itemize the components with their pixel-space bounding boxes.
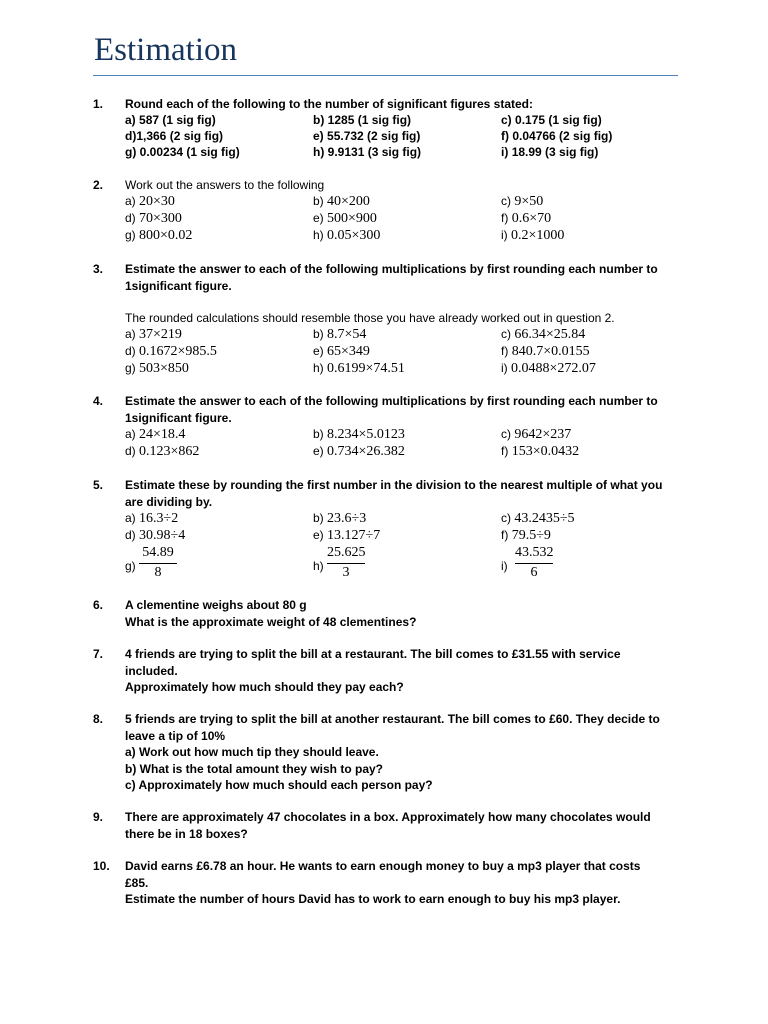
q1-item-f: f) 0.04766 (2 sig fig) bbox=[501, 129, 613, 143]
q4-item-e: e) 0.734×26.382 bbox=[313, 444, 405, 459]
numerator: 54.89 bbox=[142, 545, 174, 560]
q2-item-e: e) 500×900 bbox=[313, 211, 377, 226]
q2-item-i: i) 0.2×1000 bbox=[501, 228, 565, 243]
q1-item-b: b) 1285 (1 sig fig) bbox=[313, 113, 412, 127]
q3-item-e: e) 65×349 bbox=[313, 344, 370, 359]
denominator: 6 bbox=[530, 565, 538, 580]
q2-item-f: f) 0.6×70 bbox=[501, 211, 552, 226]
question-number: 9. bbox=[93, 810, 104, 824]
q3-item-g: g) 503×850 bbox=[125, 361, 189, 376]
q2-item-d: d) 70×300 bbox=[125, 211, 182, 226]
q4-item-a: a) 24×18.4 bbox=[125, 427, 186, 442]
q2-item-a: a) 20×30 bbox=[125, 194, 175, 209]
question-text: A clementine weighs about 80 g What is the approximate weight of 48 clementines? bbox=[125, 598, 417, 629]
page-title: Estimation bbox=[94, 32, 237, 68]
fraction-bar bbox=[327, 563, 365, 564]
question-text: 5 friends are trying to split the bill at another restaurant. The bill comes to £60. They decide to leave a tip of 10% a) Work out how much tip they should leave. b) What is the total amount they wish to pay? c) Approximately how much should each person pay? bbox=[125, 712, 660, 792]
q3-item-h: h) 0.6199×74.51 bbox=[313, 361, 405, 376]
question-text: 4 friends are trying to split the bill at a restaurant. The bill comes to £31.55 with service included. Approximately how much should they pay each? bbox=[125, 647, 621, 694]
q5-item-a: a) 16.3÷2 bbox=[125, 511, 179, 526]
q5-item-e: e) 13.127÷7 bbox=[313, 528, 381, 543]
question-number: 1. bbox=[93, 97, 104, 111]
q3-item-a: a) 37×219 bbox=[125, 327, 182, 342]
question-number: 7. bbox=[93, 647, 104, 661]
q5-item-f: f) 79.5÷9 bbox=[501, 528, 551, 543]
q4-item-f: f) 153×0.0432 bbox=[501, 444, 580, 459]
q1-item-h: h) 9.9131 (3 sig fig) bbox=[313, 145, 422, 159]
q1-item-i: i) 18.99 (3 sig fig) bbox=[501, 145, 599, 159]
numerator: 43.532 bbox=[515, 545, 554, 560]
q1-item-a: a) 587 (1 sig fig) bbox=[125, 113, 216, 127]
denominator: 8 bbox=[154, 565, 162, 580]
q2-item-b: b) 40×200 bbox=[313, 194, 370, 209]
question-text: Work out the answers to the following bbox=[125, 178, 325, 192]
q3-item-d: d) 0.1672×985.5 bbox=[125, 344, 217, 359]
q4-item-c: c) 9642×237 bbox=[501, 427, 572, 442]
numerator: 25.625 bbox=[327, 545, 366, 560]
question-text: Estimate these by rounding the first number in the division to the nearest multiple of what you are dividing by. bbox=[125, 478, 663, 509]
fraction-bar bbox=[139, 563, 177, 564]
q3-item-f: f) 840.7×0.0155 bbox=[501, 344, 590, 359]
q2-item-h: h) 0.05×300 bbox=[313, 228, 381, 243]
q5-item-c: c) 43.2435÷5 bbox=[501, 511, 575, 526]
question-text: Estimate the answer to each of the following multiplications by first rounding each number to 1significant figure. bbox=[125, 394, 658, 425]
q4-item-d: d) 0.123×862 bbox=[125, 444, 200, 459]
q2-item-c: c) 9×50 bbox=[501, 194, 544, 209]
q3-item-i: i) 0.0488×272.07 bbox=[501, 361, 596, 376]
q1-item-d: d)1,366 (2 sig fig) bbox=[125, 129, 224, 143]
q3-item-b: b) 8.7×54 bbox=[313, 327, 367, 342]
question-number: 2. bbox=[93, 178, 104, 192]
q1-item-g: g) 0.00234 (1 sig fig) bbox=[125, 145, 240, 159]
question-text: There are approximately 47 chocolates in a box. Approximately how many chocolates would there be in 18 boxes? bbox=[125, 810, 651, 841]
question-number: 5. bbox=[93, 478, 104, 492]
question-number: 10. bbox=[93, 859, 110, 873]
q5-item-d: d) 30.98÷4 bbox=[125, 528, 186, 543]
question-text: Round each of the following to the number of significant figures stated: bbox=[125, 97, 533, 111]
question-text: Estimate the answer to each of the following multiplications by first rounding each number to 1significant figure. bbox=[125, 262, 658, 293]
question-text: David earns £6.78 an hour. He wants to earn enough money to buy a mp3 player that costs £85. Estimate the number of hours David has to work to earn enough to buy his mp3 player. bbox=[125, 859, 641, 906]
q4-item-b: b) 8.234×5.0123 bbox=[313, 427, 405, 442]
fraction-bar bbox=[515, 563, 553, 564]
q1-item-e: e) 55.732 (2 sig fig) bbox=[313, 129, 421, 143]
question-number: 6. bbox=[93, 598, 104, 612]
question-note: The rounded calculations should resemble those you have already worked out in question 2. bbox=[125, 311, 615, 325]
q5-item-b: b) 23.6÷3 bbox=[313, 511, 367, 526]
denominator: 3 bbox=[342, 565, 350, 580]
q2-item-g: g) 800×0.02 bbox=[125, 228, 193, 243]
q1-item-c: c) 0.175 (1 sig fig) bbox=[501, 113, 602, 127]
title-underline bbox=[93, 75, 678, 76]
question-number: 4. bbox=[93, 394, 104, 408]
question-number: 8. bbox=[93, 712, 104, 726]
question-number: 3. bbox=[93, 262, 104, 276]
q3-item-c: c) 66.34×25.84 bbox=[501, 327, 586, 342]
